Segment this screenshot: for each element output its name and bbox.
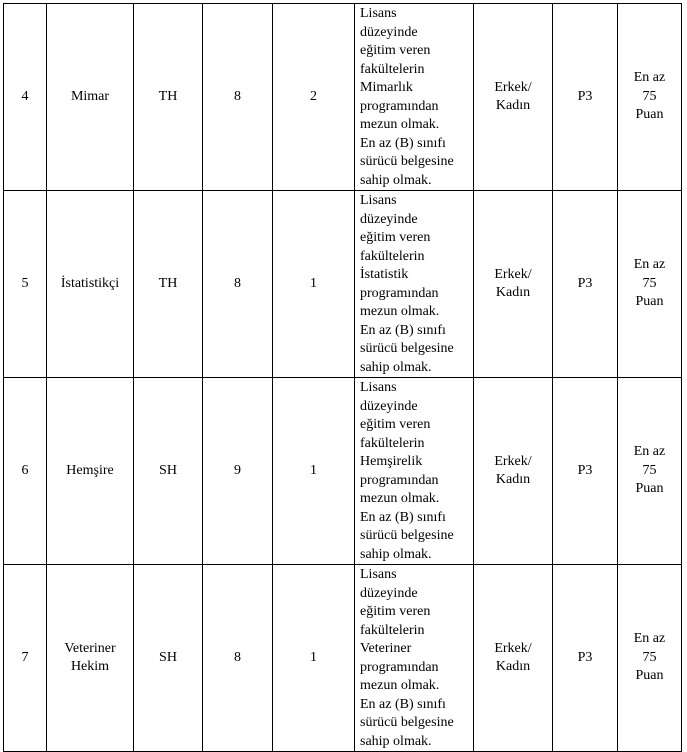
requirement-line: programından xyxy=(360,98,439,114)
position-count: 1 xyxy=(273,565,355,752)
requirement-line: Lisans xyxy=(360,193,397,208)
requirement-line: Lisans xyxy=(360,567,397,582)
requirement-line: Lisans xyxy=(360,380,397,395)
requirement-line: sürücü belgesine xyxy=(360,341,454,356)
score-line: 75 xyxy=(642,649,657,665)
kpss-type: P3 xyxy=(553,191,618,378)
position-count: 1 xyxy=(273,378,355,565)
table-row xyxy=(4,4,682,191)
requirement-line: eğitim veren xyxy=(360,43,431,58)
minimum-score xyxy=(618,191,682,378)
table-row xyxy=(4,565,682,752)
requirement-line: mezun olmak. xyxy=(360,491,440,506)
requirement-line: düzeyinde xyxy=(360,24,418,40)
position-title-line: İstatistikçi xyxy=(60,275,120,291)
score-line: En az xyxy=(633,70,666,86)
position-count: 2 xyxy=(273,4,355,191)
gender-line: Erkek/ xyxy=(494,266,532,282)
requirement-line: fakültelerin xyxy=(360,248,425,264)
gender-line: Kadın xyxy=(495,98,531,113)
score-line: 75 xyxy=(642,275,657,291)
requirement-line: eğitim veren xyxy=(360,604,431,619)
requirement-line: İstatistik xyxy=(360,267,409,282)
position-count: 1 xyxy=(273,191,355,378)
requirement-line: fakültelerin xyxy=(360,622,425,638)
gender xyxy=(474,4,553,191)
position-title xyxy=(47,191,134,378)
requirement-line: sürücü belgesine xyxy=(360,528,454,543)
requirement-line: En az (B) sınıfı xyxy=(360,509,446,525)
gender-line: Erkek/ xyxy=(494,640,532,656)
table-body xyxy=(4,4,682,752)
gender xyxy=(474,565,553,752)
minimum-score xyxy=(618,378,682,565)
requirement-line: fakültelerin xyxy=(360,435,425,451)
requirement-line: programından xyxy=(360,659,439,675)
score-line: Puan xyxy=(635,668,664,684)
positions-table xyxy=(3,3,682,752)
minimum-score xyxy=(618,4,682,191)
requirement-line: Mimarlık xyxy=(360,80,413,95)
requirement-line: sahip olmak. xyxy=(360,546,432,562)
row-number: 6 xyxy=(4,378,47,565)
requirement-line: sürücü belgesine xyxy=(360,154,454,169)
requirement-line: En az (B) sınıfı xyxy=(360,322,446,338)
requirements xyxy=(355,565,474,752)
requirement-line: düzeyinde xyxy=(360,585,418,601)
gender-line: Erkek/ xyxy=(494,453,532,469)
requirement-line: sürücü belgesine xyxy=(360,715,454,730)
row-number: 5 xyxy=(4,191,47,378)
unit-code: TH xyxy=(134,191,203,378)
score-line: En az xyxy=(633,631,666,647)
score-line: En az xyxy=(633,444,666,460)
requirement-line: eğitim veren xyxy=(360,417,431,432)
table-row xyxy=(4,378,682,565)
unit-code: SH xyxy=(134,378,203,565)
requirement-line: Hemşirelik xyxy=(360,454,423,469)
requirement-line: programından xyxy=(360,472,439,488)
requirements xyxy=(355,4,474,191)
position-title xyxy=(47,4,134,191)
requirement-line: mezun olmak. xyxy=(360,678,440,693)
position-title-line: Hekim xyxy=(70,659,110,674)
unit-code: SH xyxy=(134,565,203,752)
requirement-line: mezun olmak. xyxy=(360,304,440,319)
kpss-type: P3 xyxy=(553,4,618,191)
position-title-line: Hemşire xyxy=(66,462,114,478)
gender-line: Erkek/ xyxy=(494,79,532,95)
gender xyxy=(474,378,553,565)
row-number: 7 xyxy=(4,565,47,752)
grade: 8 xyxy=(203,4,273,191)
requirements xyxy=(355,378,474,565)
grade: 8 xyxy=(203,565,273,752)
score-line: 75 xyxy=(642,88,657,104)
position-title-line: Veteriner xyxy=(64,640,116,656)
requirements xyxy=(355,191,474,378)
gender-line: Kadın xyxy=(495,285,531,300)
requirement-line: En az (B) sınıfı xyxy=(360,135,446,151)
kpss-type: P3 xyxy=(553,378,618,565)
requirement-line: Lisans xyxy=(360,6,397,21)
gender xyxy=(474,191,553,378)
grade: 9 xyxy=(203,378,273,565)
requirement-line: düzeyinde xyxy=(360,398,418,414)
score-line: Puan xyxy=(635,481,664,497)
row-number: 4 xyxy=(4,4,47,191)
score-line: Puan xyxy=(635,107,664,123)
table-row xyxy=(4,191,682,378)
requirement-line: Veteriner xyxy=(360,641,412,656)
requirement-line: programından xyxy=(360,285,439,301)
requirement-line: sahip olmak. xyxy=(360,359,432,375)
score-line: 75 xyxy=(642,462,657,478)
minimum-score xyxy=(618,565,682,752)
position-title-line: Mimar xyxy=(70,88,110,104)
requirement-line: fakültelerin xyxy=(360,61,425,77)
requirement-line: eğitim veren xyxy=(360,230,431,245)
requirement-line: mezun olmak. xyxy=(360,117,440,132)
kpss-type: P3 xyxy=(553,565,618,752)
grade: 8 xyxy=(203,191,273,378)
gender-line: Kadın xyxy=(495,472,531,487)
score-line: Puan xyxy=(635,294,664,310)
gender-line: Kadın xyxy=(495,659,531,674)
unit-code: TH xyxy=(134,4,203,191)
position-title xyxy=(47,565,134,752)
requirement-line: En az (B) sınıfı xyxy=(360,696,446,712)
position-title xyxy=(47,378,134,565)
requirement-line: düzeyinde xyxy=(360,211,418,227)
score-line: En az xyxy=(633,257,666,273)
requirement-line: sahip olmak. xyxy=(360,172,432,188)
requirement-line: sahip olmak. xyxy=(360,733,432,749)
